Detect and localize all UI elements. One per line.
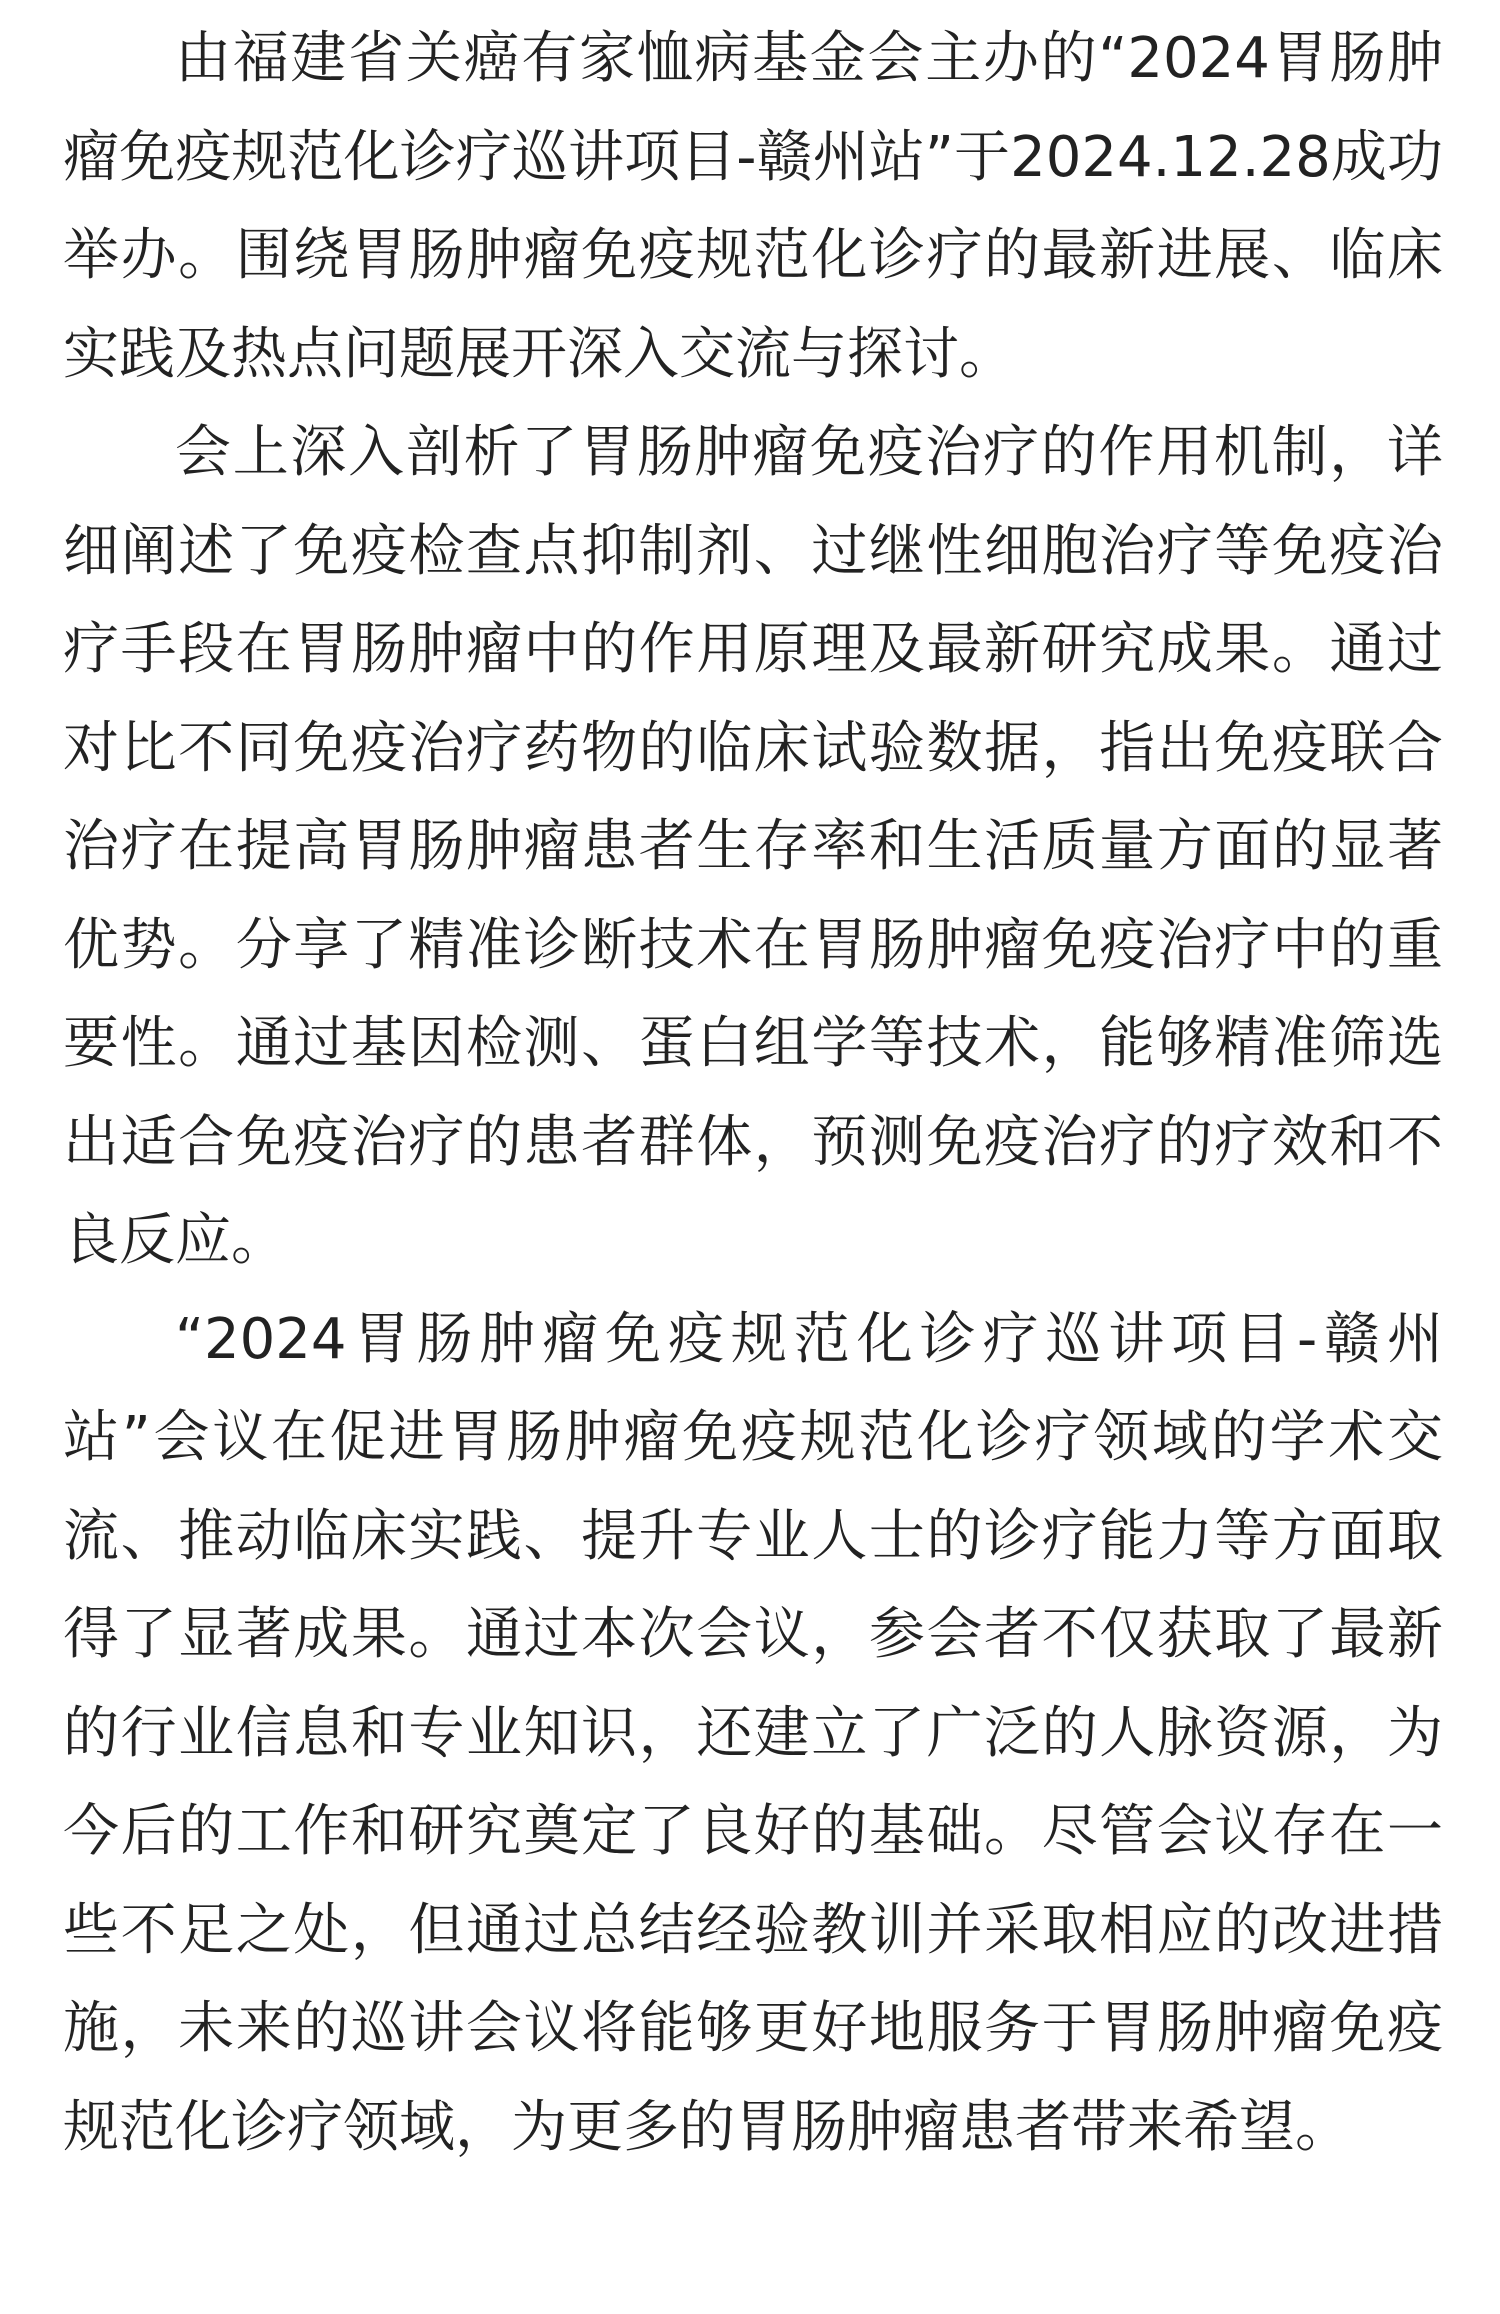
paragraph-content: 会上深入剖析了胃肠肿瘤免疫治疗的作用机制，详细阐述了免疫检查点抑制剂、过继性细胞治疗等免疫治疗手段在胃肠肿瘤中的作用原理及最新研究成果。通过对比不同免疫治疗药物的临床试验数据，指出免疫联合治疗在提高胃肠肿瘤患者生存率和生活质量方面的显著优势。分享了精准诊断技术在胃肠肿瘤免疫治疗中的重要性。通过基因检测、蛋白组学等技术，能够精准筛选出适合免疫治疗的患者群体，预测免疫治疗的疗效和不良反应。 [63, 420, 1443, 1273]
paragraph-intro: 由福建省关癌有家恤病基金会主办的“2024胃肠肿瘤免疫规范化诊疗巡讲项目-赣州站”于2024.12.28成功举办。围绕胃肠肿瘤免疫规范化诊疗的最新进展、临床实践及热点问题展开深入交流与探讨。 [63, 26, 1443, 387]
article-body [63, 10, 1443, 2177]
paragraph-conclusion: “2024胃肠肿瘤免疫规范化诊疗巡讲项目-赣州站”会议在促进胃肠肿瘤免疫规范化诊疗领域的学术交流、推动临床实践、提升专业人士的诊疗能力等方面取得了显著成果。通过本次会议，参会者不仅获取了最新的行业信息和专业知识，还建立了广泛的人脉资源，为今后的工作和研究奠定了良好的基础。尽管会议存在一些不足之处，但通过总结经验教训并采取相应的改进措施，未来的巡讲会议将能够更好地服务于胃肠肿瘤免疫规范化诊疗领域，为更多的胃肠肿瘤患者带来希望。 [63, 1306, 1443, 2160]
